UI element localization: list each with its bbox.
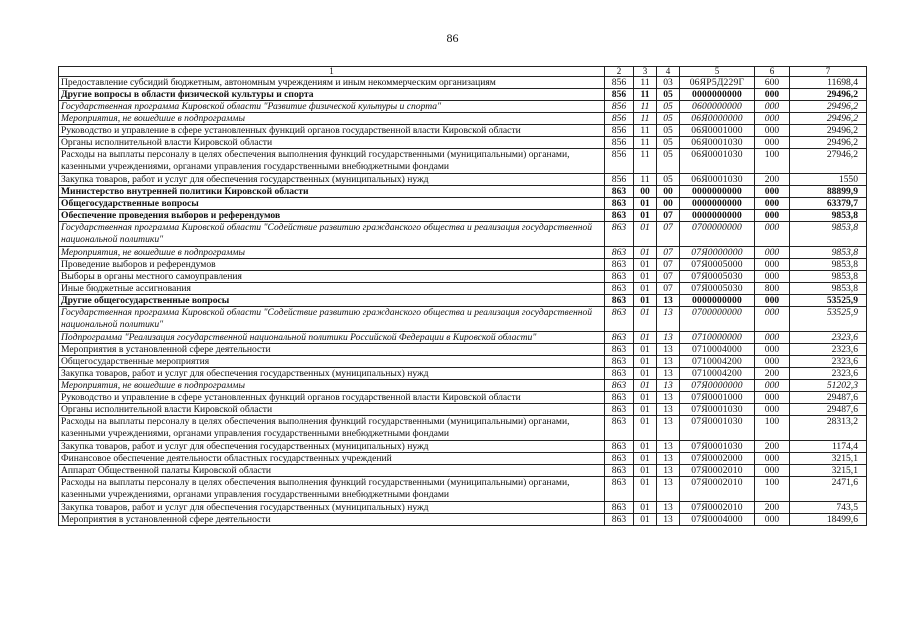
row-name-cell: Другие общегосударственные вопросы bbox=[59, 295, 605, 307]
row-admin-code: 856 bbox=[605, 137, 634, 149]
row-expense-type-code: 000 bbox=[755, 222, 790, 247]
row-subsection-code: 05 bbox=[657, 125, 680, 137]
row-name-cell: Закупка товаров, работ и услуг для обеспечения государственных (муниципальных) нужд bbox=[59, 368, 605, 380]
row-expense-type-code: 000 bbox=[755, 259, 790, 271]
row-expense-type-code: 000 bbox=[755, 356, 790, 368]
row-amount: 29496,2 bbox=[790, 125, 867, 137]
row-expense-type-code: 200 bbox=[755, 174, 790, 186]
row-expense-type-code: 200 bbox=[755, 502, 790, 514]
col-header-7: 7 bbox=[790, 67, 867, 77]
row-expense-type-code: 000 bbox=[755, 247, 790, 259]
table-row bbox=[59, 514, 867, 526]
row-amount: 3215,1 bbox=[790, 465, 867, 477]
row-amount: 29496,2 bbox=[790, 101, 867, 113]
row-target-code: 0000000000 bbox=[680, 89, 755, 101]
row-section-code: 01 bbox=[634, 210, 657, 222]
row-subsection-code: 13 bbox=[657, 465, 680, 477]
row-amount: 63379,7 bbox=[790, 198, 867, 210]
row-name-cell: Органы исполнительной власти Кировской области bbox=[59, 404, 605, 416]
row-target-code: 0710004000 bbox=[680, 344, 755, 356]
row-target-code: 06Я0001030 bbox=[680, 149, 755, 174]
row-expense-type-code: 000 bbox=[755, 404, 790, 416]
row-section-code: 01 bbox=[634, 453, 657, 465]
row-name-cell: Мероприятия, не вошедшие в подпрограммы bbox=[59, 380, 605, 392]
row-name-cell: Иные бюджетные ассигнования bbox=[59, 283, 605, 295]
row-name-cell: Министерство внутренней политики Кировской области bbox=[59, 186, 605, 198]
row-amount: 11698,4 bbox=[790, 77, 867, 89]
row-amount: 2323,6 bbox=[790, 344, 867, 356]
row-admin-code: 863 bbox=[605, 271, 634, 283]
row-section-code: 01 bbox=[634, 465, 657, 477]
row-section-code: 01 bbox=[634, 514, 657, 526]
row-amount: 29487,6 bbox=[790, 404, 867, 416]
row-expense-type-code: 600 bbox=[755, 77, 790, 89]
row-expense-type-code: 000 bbox=[755, 380, 790, 392]
row-target-code: 07Я0000000 bbox=[680, 247, 755, 259]
row-target-code: 06Я0001030 bbox=[680, 137, 755, 149]
row-subsection-code: 13 bbox=[657, 380, 680, 392]
row-amount: 3215,1 bbox=[790, 453, 867, 465]
row-name-cell: Обеспечение проведения выборов и референдумов bbox=[59, 210, 605, 222]
row-section-code: 01 bbox=[634, 295, 657, 307]
row-subsection-code: 05 bbox=[657, 149, 680, 174]
row-subsection-code: 05 bbox=[657, 101, 680, 113]
row-expense-type-code: 000 bbox=[755, 137, 790, 149]
row-target-code: 07Я0005000 bbox=[680, 259, 755, 271]
row-name-cell: Мероприятия в установленной сфере деятельности bbox=[59, 344, 605, 356]
row-subsection-code: 07 bbox=[657, 271, 680, 283]
table-row bbox=[59, 332, 867, 344]
row-target-code: 07Я0002000 bbox=[680, 453, 755, 465]
row-name-cell: Аппарат Общественной палаты Кировской области bbox=[59, 465, 605, 477]
row-admin-code: 863 bbox=[605, 514, 634, 526]
table-row bbox=[59, 271, 867, 283]
row-section-code: 11 bbox=[634, 149, 657, 174]
row-expense-type-code: 000 bbox=[755, 307, 790, 332]
row-section-code: 01 bbox=[634, 271, 657, 283]
row-subsection-code: 13 bbox=[657, 453, 680, 465]
row-section-code: 01 bbox=[634, 368, 657, 380]
row-amount: 2323,6 bbox=[790, 368, 867, 380]
row-expense-type-code: 000 bbox=[755, 198, 790, 210]
table-row bbox=[59, 295, 867, 307]
row-subsection-code: 13 bbox=[657, 307, 680, 332]
row-amount: 9853,8 bbox=[790, 210, 867, 222]
row-expense-type-code: 100 bbox=[755, 149, 790, 174]
row-subsection-code: 07 bbox=[657, 283, 680, 295]
row-admin-code: 856 bbox=[605, 125, 634, 137]
row-section-code: 00 bbox=[634, 186, 657, 198]
row-subsection-code: 13 bbox=[657, 477, 680, 502]
row-subsection-code: 07 bbox=[657, 259, 680, 271]
row-subsection-code: 13 bbox=[657, 368, 680, 380]
row-subsection-code: 13 bbox=[657, 295, 680, 307]
row-expense-type-code: 800 bbox=[755, 283, 790, 295]
row-expense-type-code: 000 bbox=[755, 271, 790, 283]
row-section-code: 01 bbox=[634, 222, 657, 247]
row-amount: 29496,2 bbox=[790, 137, 867, 149]
table-row bbox=[59, 137, 867, 149]
row-admin-code: 856 bbox=[605, 174, 634, 186]
row-subsection-code: 05 bbox=[657, 89, 680, 101]
row-subsection-code: 07 bbox=[657, 247, 680, 259]
row-expense-type-code: 100 bbox=[755, 477, 790, 502]
row-section-code: 01 bbox=[634, 356, 657, 368]
row-amount: 9853,8 bbox=[790, 247, 867, 259]
row-name-cell: Другие вопросы в области физической культуры и спорта bbox=[59, 89, 605, 101]
row-name-cell: Расходы на выплаты персоналу в целях обеспечения выполнения функций государственными (муниципальными) органами, казенными учреждениями, органами управления государственными внебюджетными фондами bbox=[59, 416, 605, 441]
col-header-2: 2 bbox=[605, 67, 634, 77]
row-admin-code: 863 bbox=[605, 368, 634, 380]
row-target-code: 0600000000 bbox=[680, 101, 755, 113]
budget-table-body bbox=[59, 67, 867, 526]
row-section-code: 01 bbox=[634, 344, 657, 356]
row-amount: 28313,2 bbox=[790, 416, 867, 441]
row-section-code: 01 bbox=[634, 247, 657, 259]
row-name-cell: Общегосударственные вопросы bbox=[59, 198, 605, 210]
row-expense-type-code: 000 bbox=[755, 453, 790, 465]
row-target-code: 07Я0002010 bbox=[680, 477, 755, 502]
row-amount: 88899,9 bbox=[790, 186, 867, 198]
row-name-cell: Мероприятия, не вошедшие в подпрограммы bbox=[59, 247, 605, 259]
row-expense-type-code: 000 bbox=[755, 186, 790, 198]
row-admin-code: 863 bbox=[605, 222, 634, 247]
row-target-code: 07Я0002010 bbox=[680, 465, 755, 477]
row-target-code: 0000000000 bbox=[680, 186, 755, 198]
row-amount: 53525,9 bbox=[790, 307, 867, 332]
row-expense-type-code: 000 bbox=[755, 101, 790, 113]
row-target-code: 07Я0005030 bbox=[680, 271, 755, 283]
row-subsection-code: 00 bbox=[657, 186, 680, 198]
row-subsection-code: 13 bbox=[657, 514, 680, 526]
col-header-4: 4 bbox=[657, 67, 680, 77]
row-amount: 53525,9 bbox=[790, 295, 867, 307]
table-row bbox=[59, 404, 867, 416]
row-subsection-code: 00 bbox=[657, 198, 680, 210]
row-subsection-code: 07 bbox=[657, 210, 680, 222]
table-row bbox=[59, 344, 867, 356]
page-number: 86 bbox=[446, 31, 459, 45]
row-expense-type-code: 200 bbox=[755, 441, 790, 453]
row-admin-code: 863 bbox=[605, 198, 634, 210]
table-row bbox=[59, 89, 867, 101]
row-subsection-code: 13 bbox=[657, 332, 680, 344]
row-target-code: 06Я0000000 bbox=[680, 113, 755, 125]
row-amount: 51202,3 bbox=[790, 380, 867, 392]
table-row bbox=[59, 307, 867, 332]
column-number-row bbox=[59, 67, 867, 77]
row-amount: 29496,2 bbox=[790, 113, 867, 125]
row-target-code: 06Я0001030 bbox=[680, 174, 755, 186]
row-admin-code: 863 bbox=[605, 344, 634, 356]
row-expense-type-code: 000 bbox=[755, 113, 790, 125]
row-target-code: 07Я0001030 bbox=[680, 416, 755, 441]
row-subsection-code: 13 bbox=[657, 392, 680, 404]
table-row bbox=[59, 247, 867, 259]
row-target-code: 07Я0001000 bbox=[680, 392, 755, 404]
row-expense-type-code: 000 bbox=[755, 125, 790, 137]
row-expense-type-code: 000 bbox=[755, 465, 790, 477]
col-header-5: 5 bbox=[680, 67, 755, 77]
row-expense-type-code: 100 bbox=[755, 416, 790, 441]
row-expense-type-code: 000 bbox=[755, 210, 790, 222]
row-target-code: 0000000000 bbox=[680, 198, 755, 210]
row-amount: 9853,8 bbox=[790, 283, 867, 295]
row-admin-code: 856 bbox=[605, 77, 634, 89]
table-row bbox=[59, 77, 867, 89]
row-target-code: 06Я0001000 bbox=[680, 125, 755, 137]
row-target-code: 07Я0004000 bbox=[680, 514, 755, 526]
row-admin-code: 856 bbox=[605, 113, 634, 125]
row-subsection-code: 13 bbox=[657, 356, 680, 368]
table-row bbox=[59, 259, 867, 271]
row-amount: 29487,6 bbox=[790, 392, 867, 404]
row-name-cell: Руководство и управление в сфере установленных функций органов государственной власти Кировской области bbox=[59, 125, 605, 137]
row-name-cell: Предоставление субсидий бюджетным, автономным учреждениям и иным некоммерческим организациям bbox=[59, 77, 605, 89]
row-amount: 9853,8 bbox=[790, 271, 867, 283]
row-subsection-code: 07 bbox=[657, 222, 680, 247]
col-header-1: 1 bbox=[59, 67, 605, 77]
row-expense-type-code: 000 bbox=[755, 295, 790, 307]
row-section-code: 01 bbox=[634, 441, 657, 453]
row-section-code: 11 bbox=[634, 77, 657, 89]
row-section-code: 01 bbox=[634, 259, 657, 271]
table-row bbox=[59, 174, 867, 186]
row-expense-type-code: 000 bbox=[755, 332, 790, 344]
row-section-code: 01 bbox=[634, 332, 657, 344]
row-admin-code: 863 bbox=[605, 392, 634, 404]
table-row bbox=[59, 222, 867, 247]
row-subsection-code: 13 bbox=[657, 441, 680, 453]
row-amount: 2323,6 bbox=[790, 332, 867, 344]
row-section-code: 01 bbox=[634, 404, 657, 416]
row-expense-type-code: 000 bbox=[755, 344, 790, 356]
row-subsection-code: 03 bbox=[657, 77, 680, 89]
row-subsection-code: 13 bbox=[657, 404, 680, 416]
row-target-code: 0000000000 bbox=[680, 295, 755, 307]
table-row bbox=[59, 392, 867, 404]
col-header-3: 3 bbox=[634, 67, 657, 77]
row-admin-code: 863 bbox=[605, 380, 634, 392]
row-amount: 27946,2 bbox=[790, 149, 867, 174]
row-amount: 2323,6 bbox=[790, 356, 867, 368]
row-subsection-code: 05 bbox=[657, 113, 680, 125]
row-admin-code: 863 bbox=[605, 356, 634, 368]
row-target-code: 07Я0005030 bbox=[680, 283, 755, 295]
row-target-code: 07Я0001030 bbox=[680, 404, 755, 416]
row-admin-code: 863 bbox=[605, 502, 634, 514]
table-row bbox=[59, 416, 867, 441]
row-target-code: 07Я0000000 bbox=[680, 380, 755, 392]
row-admin-code: 863 bbox=[605, 477, 634, 502]
row-target-code: 0710000000 bbox=[680, 332, 755, 344]
row-amount: 1550 bbox=[790, 174, 867, 186]
row-amount: 743,5 bbox=[790, 502, 867, 514]
row-expense-type-code: 000 bbox=[755, 89, 790, 101]
table-row bbox=[59, 465, 867, 477]
row-section-code: 01 bbox=[634, 392, 657, 404]
row-admin-code: 856 bbox=[605, 101, 634, 113]
row-target-code: 0710004200 bbox=[680, 356, 755, 368]
table-row bbox=[59, 380, 867, 392]
table-row bbox=[59, 477, 867, 502]
row-name-cell: Руководство и управление в сфере установленных функций органов государственной власти Кировской области bbox=[59, 392, 605, 404]
row-name-cell: Общегосударственные мероприятия bbox=[59, 356, 605, 368]
row-amount: 29496,2 bbox=[790, 89, 867, 101]
row-section-code: 01 bbox=[634, 198, 657, 210]
row-admin-code: 856 bbox=[605, 149, 634, 174]
row-section-code: 01 bbox=[634, 380, 657, 392]
row-amount: 9853,8 bbox=[790, 222, 867, 247]
row-target-code: 0700000000 bbox=[680, 307, 755, 332]
row-target-code: 0700000000 bbox=[680, 222, 755, 247]
row-name-cell: Государственная программа Кировской области "Содействие развитию гражданского общества и реализация государственной национальной политики" bbox=[59, 307, 605, 332]
table-row bbox=[59, 453, 867, 465]
row-section-code: 01 bbox=[634, 477, 657, 502]
row-admin-code: 863 bbox=[605, 453, 634, 465]
row-target-code: 07Я0001030 bbox=[680, 441, 755, 453]
row-name-cell: Расходы на выплаты персоналу в целях обеспечения выполнения функций государственными (муниципальными) органами, казенными учреждениями, органами управления государственными внебюджетными фондами bbox=[59, 149, 605, 174]
table-row bbox=[59, 198, 867, 210]
row-amount: 18499,6 bbox=[790, 514, 867, 526]
row-section-code: 11 bbox=[634, 137, 657, 149]
row-admin-code: 863 bbox=[605, 416, 634, 441]
row-section-code: 01 bbox=[634, 283, 657, 295]
row-target-code: 06ЯР5Д229Г bbox=[680, 77, 755, 89]
budget-table bbox=[58, 66, 867, 526]
row-name-cell: Мероприятия, не вошедшие в подпрограммы bbox=[59, 113, 605, 125]
row-admin-code: 863 bbox=[605, 283, 634, 295]
row-target-code: 0710004200 bbox=[680, 368, 755, 380]
row-subsection-code: 05 bbox=[657, 137, 680, 149]
row-name-cell: Закупка товаров, работ и услуг для обеспечения государственных (муниципальных) нужд bbox=[59, 174, 605, 186]
row-admin-code: 863 bbox=[605, 295, 634, 307]
row-name-cell: Выборы в органы местного самоуправления bbox=[59, 271, 605, 283]
row-amount: 9853,8 bbox=[790, 259, 867, 271]
row-name-cell: Закупка товаров, работ и услуг для обеспечения государственных (муниципальных) нужд bbox=[59, 441, 605, 453]
row-admin-code: 863 bbox=[605, 247, 634, 259]
row-name-cell: Органы исполнительной власти Кировской области bbox=[59, 137, 605, 149]
row-expense-type-code: 000 bbox=[755, 392, 790, 404]
row-amount: 2471,6 bbox=[790, 477, 867, 502]
row-name-cell: Закупка товаров, работ и услуг для обеспечения государственных (муниципальных) нужд bbox=[59, 502, 605, 514]
row-name-cell: Государственная программа Кировской области "Содействие развитию гражданского общества и реализация государственной национальной политики" bbox=[59, 222, 605, 247]
row-admin-code: 856 bbox=[605, 89, 634, 101]
row-admin-code: 863 bbox=[605, 210, 634, 222]
table-row bbox=[59, 186, 867, 198]
row-subsection-code: 13 bbox=[657, 344, 680, 356]
row-name-cell: Подпрограмма "Реализация государственной национальной политики Российской Федерации в Кировской области" bbox=[59, 332, 605, 344]
row-expense-type-code: 200 bbox=[755, 368, 790, 380]
table-row bbox=[59, 368, 867, 380]
row-admin-code: 863 bbox=[605, 441, 634, 453]
table-row bbox=[59, 101, 867, 113]
row-admin-code: 863 bbox=[605, 186, 634, 198]
row-admin-code: 863 bbox=[605, 404, 634, 416]
row-name-cell: Расходы на выплаты персоналу в целях обеспечения выполнения функций государственными (муниципальными) органами, казенными учреждениями, органами управления государственными внебюджетными фондами bbox=[59, 477, 605, 502]
row-section-code: 11 bbox=[634, 101, 657, 113]
row-name-cell: Финансовое обеспечение деятельности областных государственных учреждений bbox=[59, 453, 605, 465]
table-row bbox=[59, 149, 867, 174]
table-row bbox=[59, 283, 867, 295]
table-row bbox=[59, 441, 867, 453]
row-admin-code: 863 bbox=[605, 259, 634, 271]
row-section-code: 11 bbox=[634, 174, 657, 186]
table-row bbox=[59, 502, 867, 514]
table-row bbox=[59, 210, 867, 222]
row-section-code: 11 bbox=[634, 113, 657, 125]
row-admin-code: 863 bbox=[605, 332, 634, 344]
col-header-6: 6 bbox=[755, 67, 790, 77]
row-subsection-code: 13 bbox=[657, 416, 680, 441]
row-target-code: 07Я0002010 bbox=[680, 502, 755, 514]
row-section-code: 11 bbox=[634, 89, 657, 101]
row-subsection-code: 05 bbox=[657, 174, 680, 186]
row-admin-code: 863 bbox=[605, 307, 634, 332]
row-expense-type-code: 000 bbox=[755, 514, 790, 526]
row-section-code: 11 bbox=[634, 125, 657, 137]
row-name-cell: Проведение выборов и референдумов bbox=[59, 259, 605, 271]
row-name-cell: Мероприятия в установленной сфере деятельности bbox=[59, 514, 605, 526]
row-name-cell: Государственная программа Кировской области "Развитие физической культуры и спорта" bbox=[59, 101, 605, 113]
table-row bbox=[59, 125, 867, 137]
row-target-code: 0000000000 bbox=[680, 210, 755, 222]
row-admin-code: 863 bbox=[605, 465, 634, 477]
row-section-code: 01 bbox=[634, 416, 657, 441]
row-subsection-code: 13 bbox=[657, 502, 680, 514]
row-section-code: 01 bbox=[634, 502, 657, 514]
table-row bbox=[59, 356, 867, 368]
row-amount: 1174,4 bbox=[790, 441, 867, 453]
table-row bbox=[59, 113, 867, 125]
row-section-code: 01 bbox=[634, 307, 657, 332]
